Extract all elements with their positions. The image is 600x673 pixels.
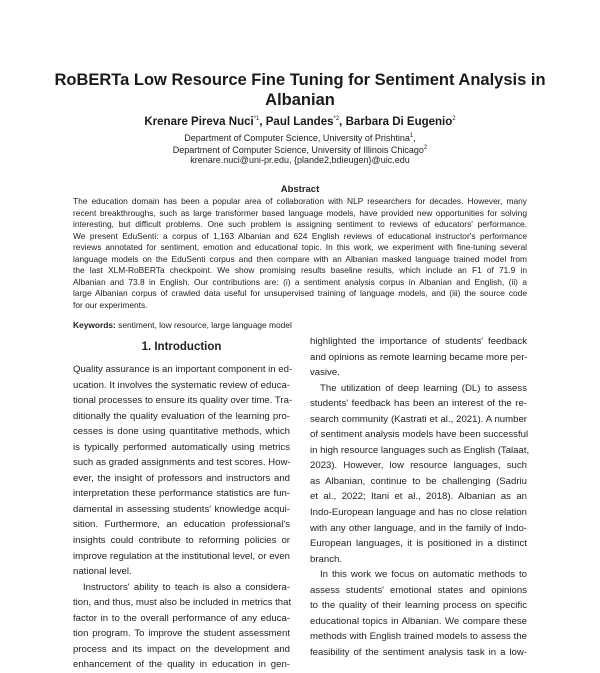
text-line: vasive. [310,367,340,379]
affiliation: Department of Computer Science, University of Prishtina$^1$, [184,133,416,143]
text-line: insights could contribute to reforming policies or [73,535,290,547]
text-line: et al., 2022; Itani et al., 2018). Albanian as an [310,491,527,503]
text-line: 2023). However, low resource languages, such [310,460,527,472]
text-line: The education domain has been a popular area of collaboration with NLP researchers for decades. However, many [73,196,527,206]
text-line: enhancement of the quality in education in gen- [73,659,290,671]
text-line: ever, the insight of professors and instructors and [73,472,290,484]
text-line: recent breakthroughs, such as large transformer based language models, have provided new opportunities for solving [73,207,527,218]
abstract-heading: Abstract [280,184,320,195]
author-name: Barbara Di Eugenio [345,116,453,128]
keywords-text: sentiment, low resource, large language model [118,320,292,330]
text-line: cesses is done using quantitative methods, which [73,426,290,438]
author-list: Krenare Pireva Nuci$^{*1}$, Paul Landes$^{*2}$, Barbara Di Eugenio$^2$ [144,116,456,128]
author-name: Krenare Pireva Nuci [144,116,254,128]
text-line: interesting, but difficult problems. One such problem is assigning sentiment to reviews of educators' performance. [73,219,527,229]
text-line: sition. Furthermore, an education professional's [73,519,290,531]
text-line: assess students' emotional states and opinions [310,584,527,596]
text-line: language models on the EduSenti corpus and then compare with an Albanian masked language trained model from [73,253,527,264]
text-line: search community (Kastrati et al., 2021). A number [310,413,527,425]
affiliation-mark: 1 [409,133,414,139]
text-line: national level. [73,566,132,578]
title-line: RoBERTa Low Resource Fine Tuning for Sentiment Analysis in [54,71,546,89]
text-line: branch. [310,553,342,565]
text-line: reviews annotated for sentiment, emotion and educational topic. In this work, we experiment with fine-tuning several [73,242,527,252]
abstract-body [73,196,527,311]
text-line: Instructors' ability to teach is also a considera- [83,581,290,593]
right-column [310,334,530,660]
text-line: We present EduSenti: a corpus of 1,163 Albanian and 624 English reviews of educational instructor's performance [73,230,527,241]
affiliation-text: Department of Computer Science, University of Illinois Chicago [172,145,424,155]
text-line: process and its impact on the development and [73,643,290,655]
keywords [73,320,292,330]
text-line: damental in assessing students' knowledge acqui- [73,503,290,515]
text-line: European languages, it is positioned in a distinct [310,538,527,550]
affiliation-mark: 2 [423,145,428,151]
text-line: and opinions as remote learning became more per- [310,351,528,363]
text-line: Albanian and 73.8 in English. Our contributions are: (i) a sentiment analysis corpus in Albanian and English, (ii) a [73,276,527,287]
text-line: In this work we focus on automatic methods to [320,569,527,581]
left-column [73,362,293,673]
author-mark: *1 [253,116,260,123]
author-mark: *2 [333,116,340,123]
text-line: methods with English trained models to assess the [310,631,527,643]
text-line: with any other language, and in the family of Indo- [310,522,527,534]
text-line: for our experiments. [73,299,148,310]
text-line: The utilization of deep learning (DL) to assess [320,382,527,394]
text-line: tional processes to ensure its quality over time. Tra- [73,395,293,407]
text-line: highlighted the importance of students' feedback [310,336,527,347]
text-line: factor in to the overall performance of any educa- [73,612,290,624]
text-line: of sentiment analysis models have been successful [310,429,529,441]
text-line: the last XLM-RoBERTa checkpoint. We show promising results baseline results, which include an F1 of 71.9 in [73,265,527,275]
text-line: ucation. It involves the systematic review of educa- [73,379,290,391]
text-line: ditionally the quality evaluation of the learning pro- [73,410,290,422]
text-line: such as graded assignments and test scores. How- [73,457,291,469]
title-line: Albanian [265,91,335,109]
text-line: improve regulation at the institutional level, or even [73,550,290,562]
section-heading: 1. Introduction [141,341,222,353]
text-line: tion, and thus, must also be included in metrics that [73,597,292,609]
text-line: large Albanian corpus of crawled data useful for unsupervised training of language models, and (iii) the source code [73,288,527,298]
text-line: Indo-European language and has no close relation [310,507,527,519]
text-line: students' feedback has been an interest of the re- [310,398,527,410]
text-line: feasibility of the sentiment analysis task in a low- [310,646,527,658]
text-line: to the quality of their learning process on specific [310,600,527,612]
text-line: tion program. To improve the student assessment [73,628,290,640]
author-name: Paul Landes [265,116,334,128]
keywords-label: Keywords: [73,320,116,330]
text-line: Quality assurance is an important component in ed- [73,364,293,375]
text-line: educational topics in Albanian. We compare these [310,615,527,627]
text-line: is typically performed automatically using metrics [73,441,290,453]
text-line: interpretation these performance statistics are fun- [73,488,290,500]
text-line: in high resource languages such as English (Talaat, [310,444,530,456]
text-line: as Albanian, continue to be challenging (Sadriu [310,475,527,487]
author-mark: 2 [452,116,456,123]
author-emails: krenare.nuci@uni-pr.edu, {plande2,bdieugen}@uic.edu [190,155,410,165]
affiliation-text: Department of Computer Science, University of Prishtina [184,133,410,143]
paper-title [40,70,560,110]
